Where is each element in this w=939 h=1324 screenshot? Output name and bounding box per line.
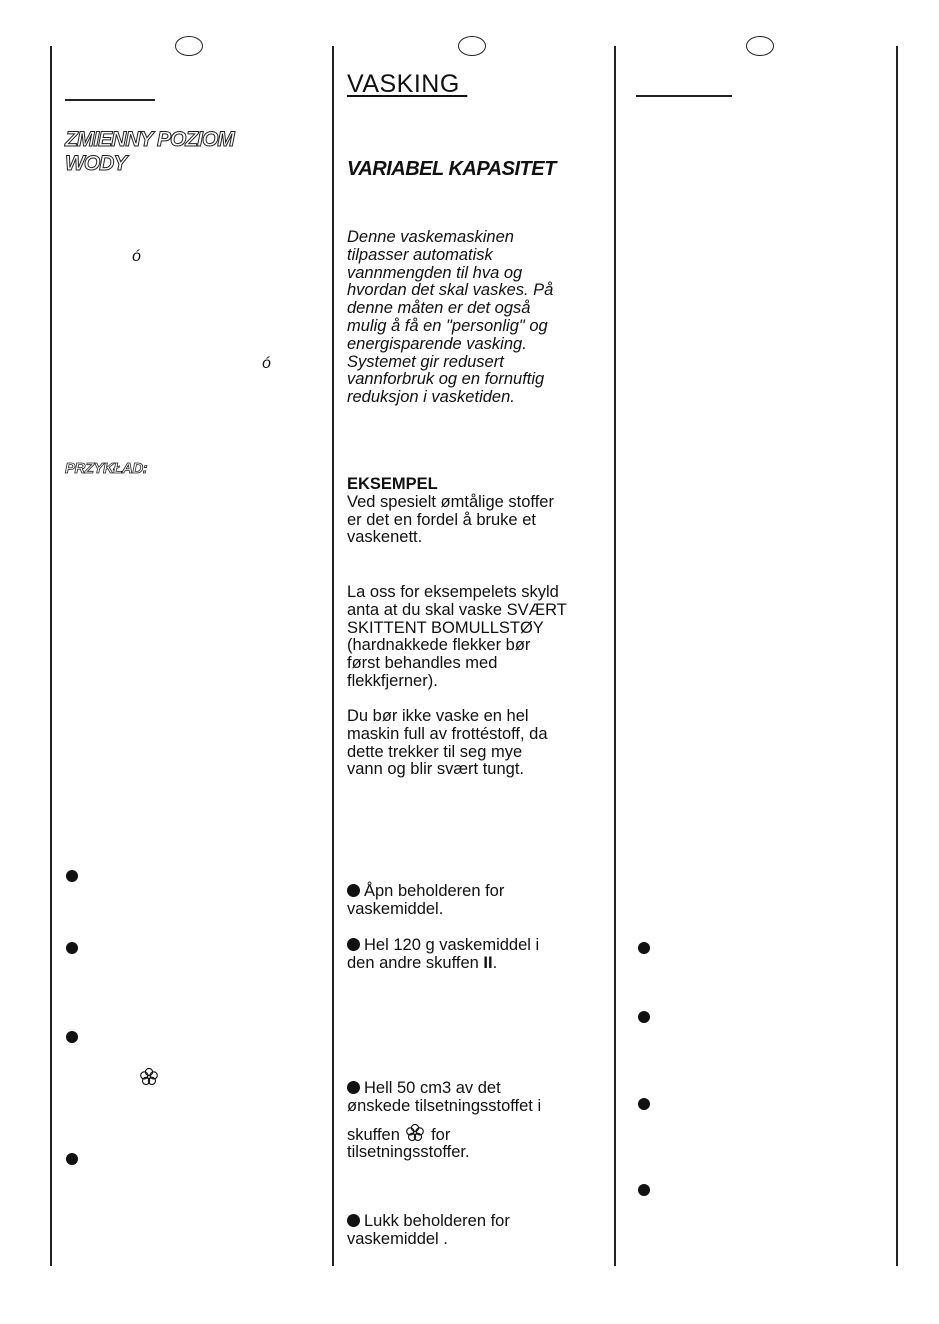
bullet-icon bbox=[638, 1184, 650, 1196]
step-line: for bbox=[426, 1125, 451, 1144]
example-block bbox=[347, 476, 597, 547]
drawer-number: II bbox=[483, 953, 493, 972]
intro-line: mulig å få en "personlig" og bbox=[347, 316, 548, 335]
intro-line: reduksjon i vasketiden. bbox=[347, 388, 515, 407]
intro-paragraph bbox=[347, 229, 597, 407]
column-divider-middle-left bbox=[332, 46, 334, 1266]
example-line: flekkfjerner). bbox=[347, 671, 438, 690]
example-line: (hardnakkede flekker bør bbox=[347, 636, 531, 655]
step-add-detergent bbox=[347, 937, 597, 973]
step-line: Lukk beholderen for bbox=[364, 1212, 510, 1230]
intro-line: vannmengden til hva og bbox=[347, 263, 523, 282]
step-line: Åpn beholderen for bbox=[364, 882, 505, 900]
bullet-icon bbox=[347, 1214, 360, 1227]
step-line: den andre skuffen bbox=[347, 953, 484, 972]
column-divider-left bbox=[50, 46, 52, 1266]
bullet-icon bbox=[66, 1031, 78, 1043]
polish-title-line-2: WODY bbox=[65, 152, 127, 175]
polish-title-line-1: ZMIENNY POZIOM bbox=[65, 128, 234, 151]
polish-example-label: PRZYKŁAD: bbox=[65, 460, 148, 477]
section-heading: VASKING bbox=[347, 70, 468, 98]
bullet-icon bbox=[347, 884, 360, 897]
example-line: vann og blir svært tungt. bbox=[347, 760, 525, 779]
example-line: SKITTENT BOMULLSTØY bbox=[347, 618, 544, 637]
polish-accent-char: ó bbox=[262, 355, 271, 372]
intro-line: vannforbruk og en fornuftig bbox=[347, 370, 545, 389]
polish-accent-char: ó bbox=[132, 248, 141, 265]
bullet-icon bbox=[347, 1081, 360, 1094]
intro-line: denne måten er det også bbox=[347, 299, 531, 318]
example-paragraph-3 bbox=[347, 708, 597, 779]
intro-line: energisparende vasking. bbox=[347, 334, 527, 353]
step-open-drawer bbox=[347, 883, 597, 919]
bullet-icon bbox=[66, 942, 78, 954]
step-close-drawer bbox=[347, 1213, 597, 1249]
column-divider-middle-right bbox=[614, 46, 616, 1266]
column-divider-right bbox=[896, 46, 898, 1266]
step-line: skuffen bbox=[347, 1125, 405, 1144]
example-line: anta at du skal vaske SVÆRT bbox=[347, 600, 567, 619]
step-line: vaskemiddel. bbox=[347, 899, 444, 918]
language-oval-icon-polish bbox=[175, 36, 203, 56]
step-line: Hel 120 g vaskemiddel i bbox=[364, 936, 540, 954]
example-line: maskin full av frottéstoff, da bbox=[347, 724, 548, 743]
heading-rule-left bbox=[65, 99, 155, 101]
example-label: EKSEMPEL bbox=[347, 475, 438, 493]
bullet-icon bbox=[638, 1011, 650, 1023]
section-subheading: VARIABEL KAPASITET bbox=[347, 158, 556, 180]
example-line: dette trekker til seg mye bbox=[347, 742, 523, 761]
step-line: tilsetningsstoffer. bbox=[347, 1143, 470, 1162]
step-period: . bbox=[492, 953, 498, 972]
example-line: Du bør ikke vaske en hel bbox=[347, 707, 529, 725]
bullet-icon bbox=[347, 938, 360, 951]
heading-rule-right bbox=[636, 95, 732, 97]
intro-line: tilpasser automatisk bbox=[347, 245, 493, 264]
flower-icon bbox=[138, 1066, 160, 1088]
intro-line: hvordan det skal vaskes. På bbox=[347, 281, 554, 300]
intro-line: Systemet gir redusert bbox=[347, 352, 504, 371]
step-add-additive bbox=[347, 1080, 597, 1162]
example-paragraph-2 bbox=[347, 584, 597, 691]
language-oval-icon-norwegian bbox=[458, 36, 486, 56]
bullet-icon bbox=[638, 1098, 650, 1110]
language-oval-icon-third bbox=[746, 36, 774, 56]
example-line: er det en fordel å bruke et bbox=[347, 510, 536, 529]
bullet-icon bbox=[66, 1153, 78, 1165]
flower-icon bbox=[404, 1122, 426, 1144]
bullet-icon bbox=[66, 870, 78, 882]
polish-title bbox=[65, 128, 234, 176]
intro-line: Denne vaskemaskinen bbox=[347, 228, 514, 246]
step-line: ønskede tilsetningsstoffet i bbox=[347, 1096, 542, 1115]
bullet-icon bbox=[638, 942, 650, 954]
example-line: vaskenett. bbox=[347, 528, 423, 547]
example-line: Ved spesielt ømtålige stoffer bbox=[347, 492, 554, 511]
step-line: Hell 50 cm3 av det bbox=[364, 1079, 501, 1097]
example-line: først behandles med bbox=[347, 654, 498, 673]
step-line: vaskemiddel . bbox=[347, 1229, 448, 1248]
example-line: La oss for eksempelets skyld bbox=[347, 583, 559, 601]
